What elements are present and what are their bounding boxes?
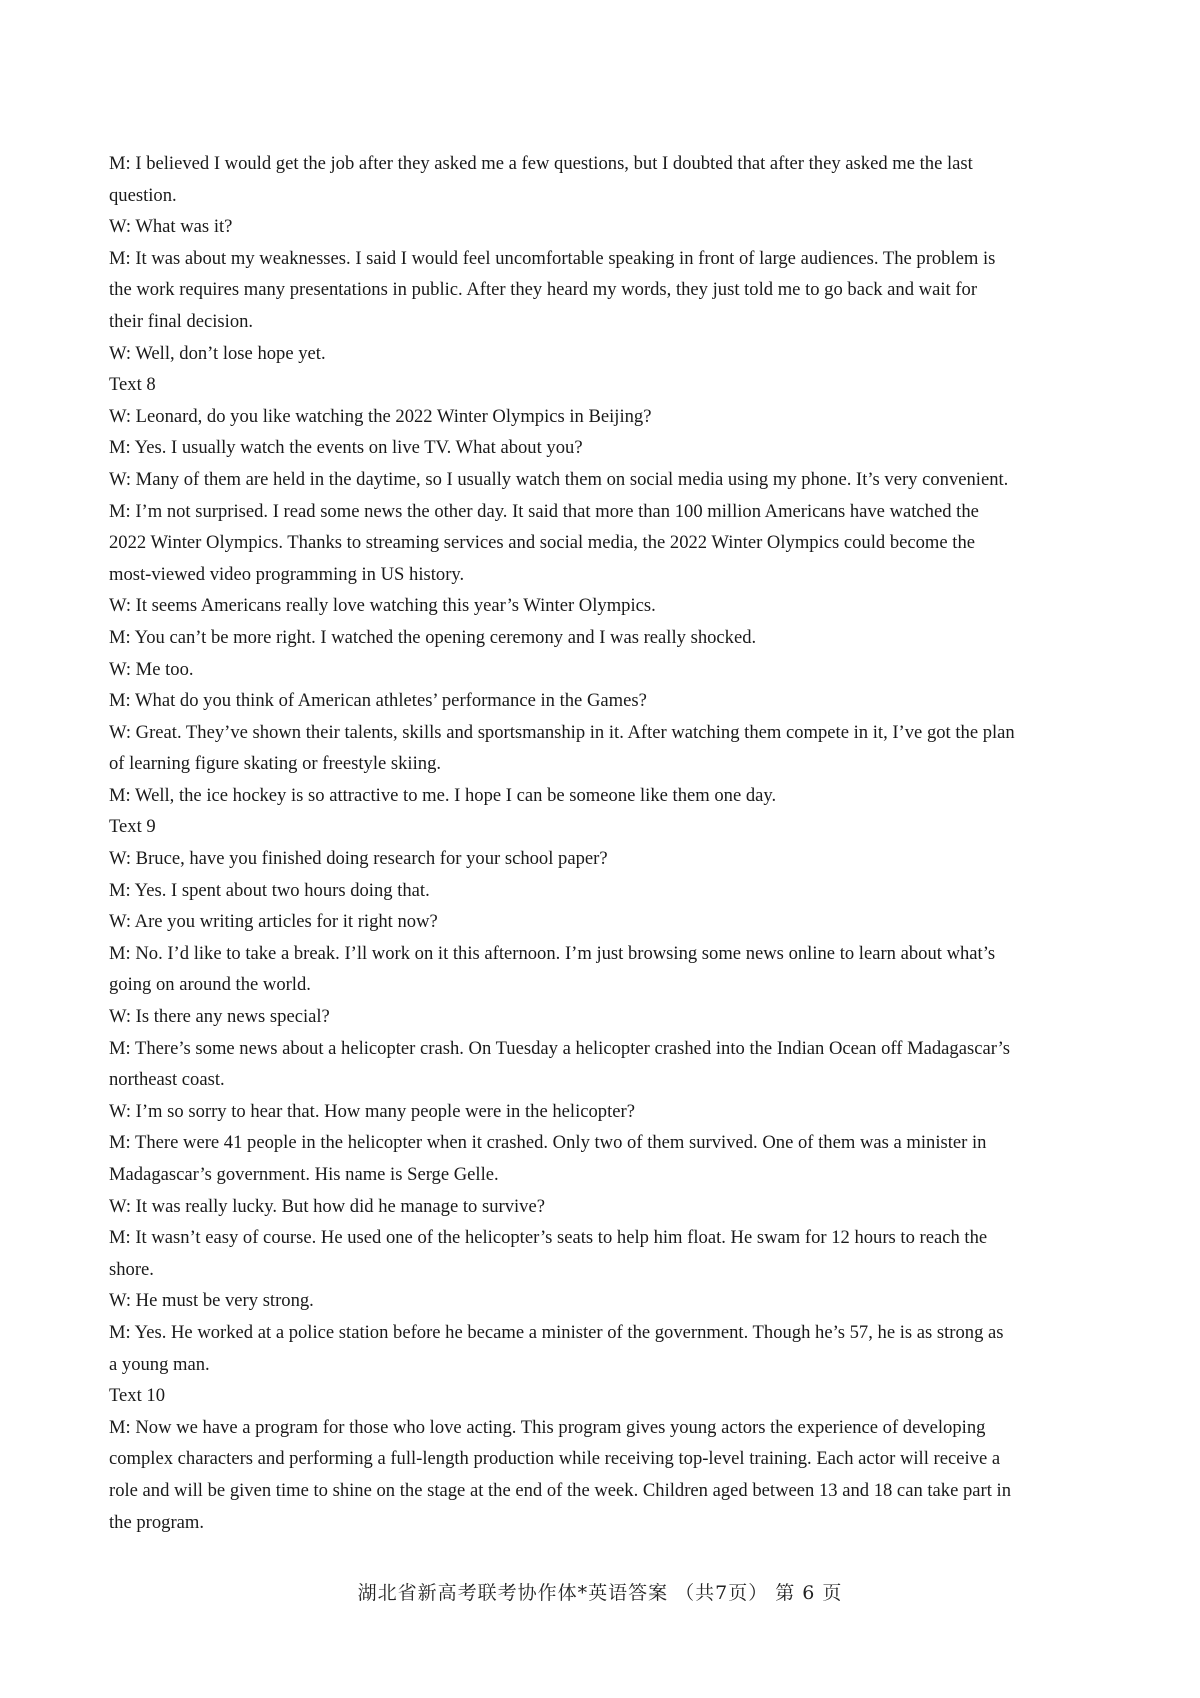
text-line: M: Yes. I usually watch the events on live TV. What about you?: [109, 437, 583, 459]
page-footer: 湖北省新高考联考协作体*英语答案 （共7页） 第 6 页: [357, 1582, 843, 1604]
text-line: shore.: [109, 1258, 154, 1280]
text-line: W: Me too.: [109, 658, 194, 680]
text-line: northeast coast.: [109, 1069, 225, 1091]
text-line: their final decision.: [109, 310, 254, 332]
text-line: going on around the world.: [109, 974, 311, 996]
text-line: M: You can’t be more right. I watched the opening ceremony and I was really shocked.: [109, 626, 757, 648]
text-line: M: It wasn’t easy of course. He used one of the helicopter’s seats to help him float. He swam for 12 hours to reach the: [109, 1227, 988, 1249]
text-line: M: There’s some news about a helicopter crash. On Tuesday a helicopter crashed into the Indian Ocean off Madagascar’s: [109, 1037, 1011, 1059]
document-body: [109, 148, 1109, 1538]
text-line: W: It was really lucky. But how did he manage to survive?: [109, 1195, 545, 1217]
text-line: M: Yes. He worked at a police station before he became a minister of the government. Though he’s 57, he is as strong as: [109, 1321, 1004, 1343]
text-line: the work requires many presentations in public. After they heard my words, they just told me to go back and wait for: [109, 279, 978, 301]
text-line: M: Now we have a program for those who love acting. This program gives young actors the experience of developing: [109, 1416, 986, 1438]
text-line: M: No. I’d like to take a break. I’ll work on it this afternoon. I’m just browsing some news online to learn about what’s: [109, 942, 996, 964]
text-line: W: Great. They’ve shown their talents, skills and sportsmanship in it. After watching them compete in it, I’ve got the plan: [109, 721, 1015, 743]
text-line: M: Well, the ice hockey is so attractive to me. I hope I can be someone like them one day.: [109, 784, 777, 806]
text-line: the program.: [109, 1511, 205, 1533]
text-line: W: Are you writing articles for it right now?: [109, 911, 438, 933]
text-line: role and will be given time to shine on the stage at the end of the week. Children aged between 13 and 18 can take part in: [109, 1479, 1012, 1501]
text-line: Text 9: [109, 816, 156, 838]
text-line: M: I believed I would get the job after they asked me a few questions, but I doubted that after they asked me the last: [109, 153, 973, 174]
text-line: W: Well, don’t lose hope yet.: [109, 342, 326, 364]
text-line: W: He must be very strong.: [109, 1290, 314, 1312]
text-line: W: Many of them are held in the daytime, so I usually watch them on social media using my phone. It’s very convenient.: [109, 468, 1009, 490]
text-line: Madagascar’s government. His name is Serge Gelle.: [109, 1164, 499, 1185]
text-line: complex characters and performing a full-length production while receiving top-level training. Each actor will receive a: [109, 1448, 1001, 1470]
text-line: W: Bruce, have you finished doing research for your school paper?: [109, 848, 608, 870]
text-line: M: What do you think of American athletes’ performance in the Games?: [109, 690, 647, 712]
text-line: M: Yes. I spent about two hours doing that.: [109, 879, 430, 901]
text-line: a young man.: [109, 1353, 210, 1375]
text-line: W: What was it?: [109, 216, 233, 238]
text-line: W: Is there any news special?: [109, 1006, 330, 1028]
text-line: M: There were 41 people in the helicopter when it crashed. Only two of them survived. One of them was a minister in: [109, 1132, 987, 1154]
text-line: 2022 Winter Olympics. Thanks to streaming services and social media, the 2022 Winter Olympics could become the: [109, 532, 976, 554]
text-line: most-viewed video programming in US history.: [109, 563, 465, 585]
text-line: W: It seems Americans really love watching this year’s Winter Olympics.: [109, 595, 656, 617]
text-line: W: I’m so sorry to hear that. How many people were in the helicopter?: [109, 1100, 635, 1122]
text-line: question.: [109, 184, 177, 206]
text-line: M: It was about my weaknesses. I said I would feel uncomfortable speaking in front of large audiences. The problem is: [109, 247, 996, 269]
text-line: of learning figure skating or freestyle skiing.: [109, 753, 442, 775]
text-line: Text 8: [109, 374, 156, 396]
text-line: Text 10: [109, 1385, 166, 1407]
text-line: M: I’m not surprised. I read some news the other day. It said that more than 100 million Americans have watched the: [109, 500, 979, 522]
text-line: W: Leonard, do you like watching the 2022 Winter Olympics in Beijing?: [109, 405, 652, 427]
